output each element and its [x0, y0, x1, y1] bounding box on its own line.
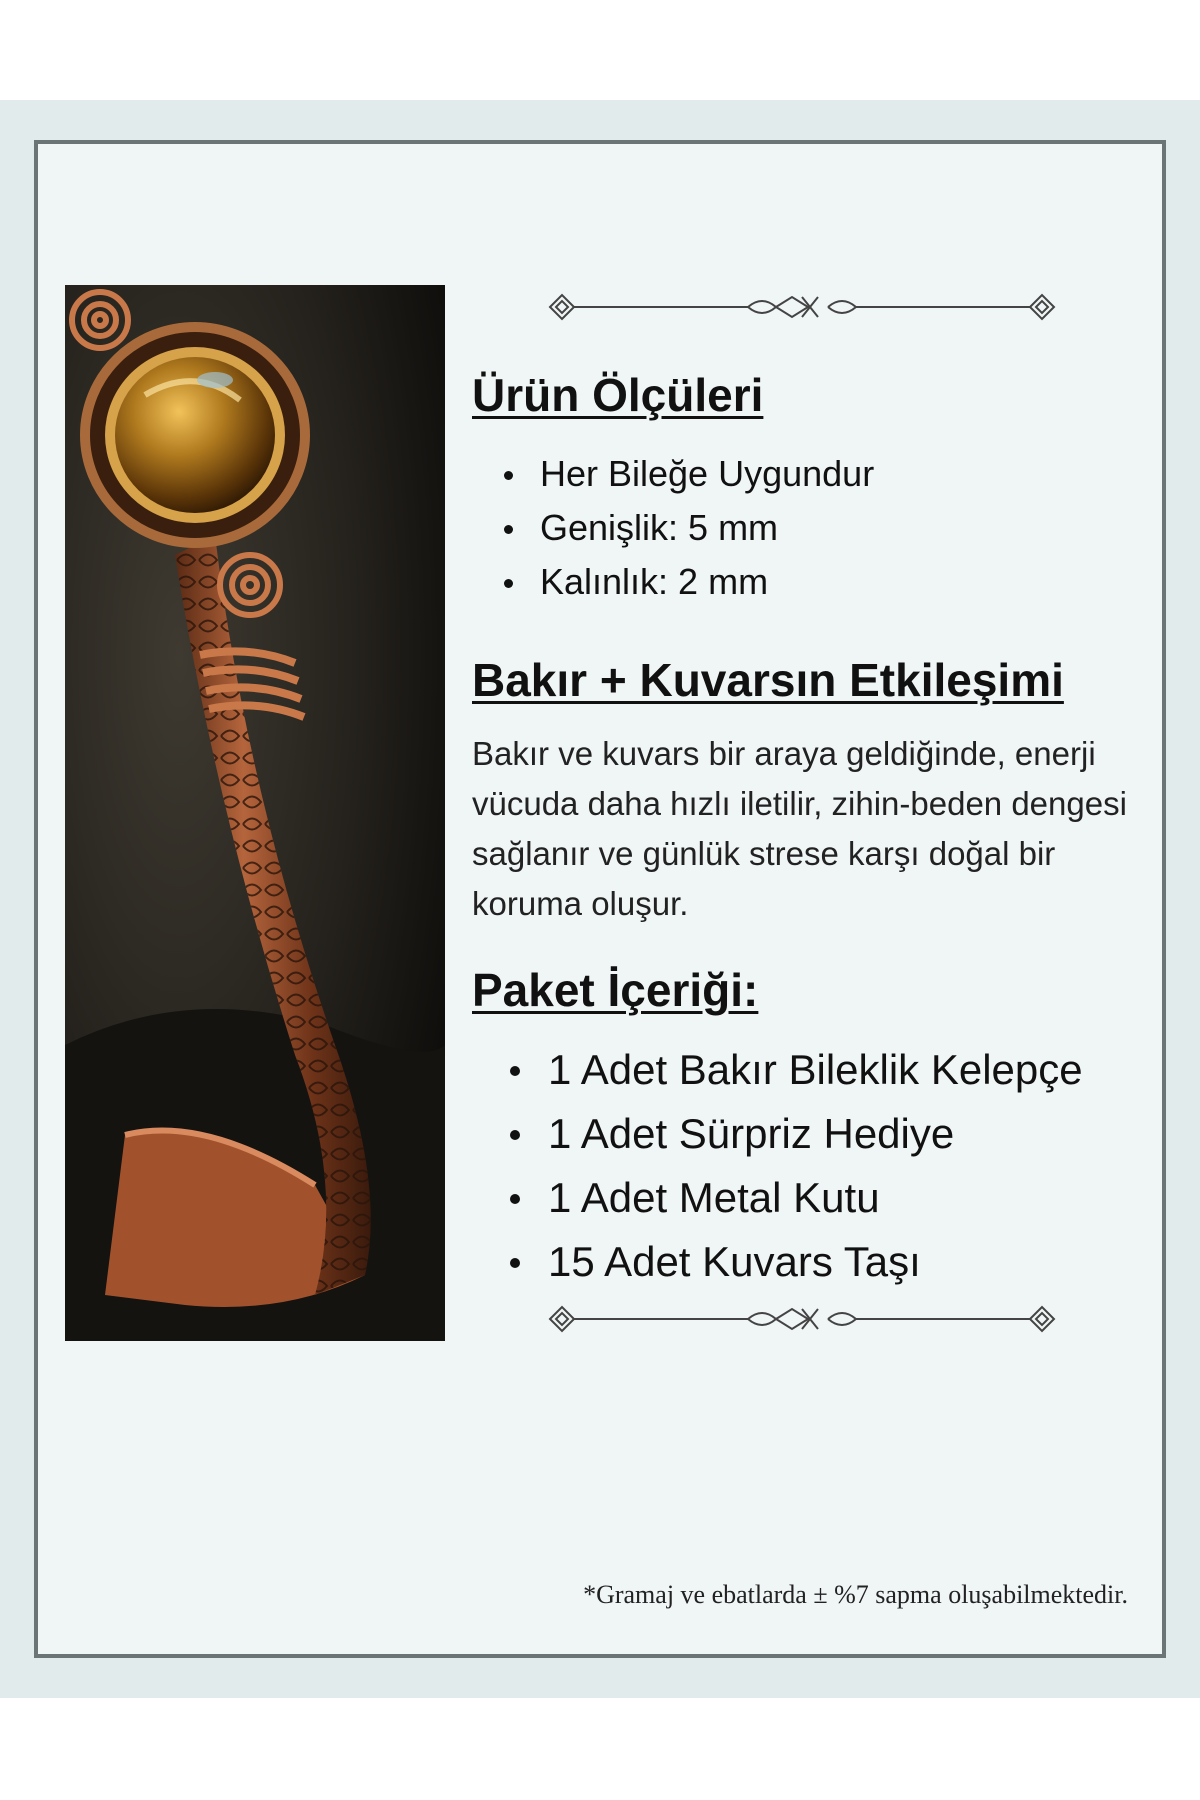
list-item: 1 Adet Sürpriz Hediye	[472, 1102, 1152, 1166]
package-heading: Paket İçeriği:	[472, 964, 759, 1017]
measurements-heading: Ürün Ölçüleri	[472, 369, 764, 421]
measurements-list	[472, 447, 1152, 609]
top-ornament-divider	[548, 285, 1056, 329]
bracelet-illustration	[65, 285, 445, 1341]
ornament-icon	[548, 285, 1056, 329]
bottom-ornament-divider	[548, 1297, 1056, 1341]
list-item: 1 Adet Metal Kutu	[472, 1166, 1152, 1230]
list-item: 1 Adet Bakır Bileklik Kelepçe	[472, 1038, 1152, 1102]
tolerance-footnote: *Gramaj ve ebatlarda ± %7 sapma oluşabilmektedir.	[583, 1580, 1128, 1609]
product-details	[472, 370, 1152, 1294]
package-list	[472, 1038, 1152, 1294]
interaction-heading: Bakır + Kuvarsın Etkileşimi	[472, 653, 1064, 706]
list-item: Kalınlık: 2 mm	[472, 555, 1152, 609]
ornament-icon	[548, 1297, 1056, 1341]
interaction-text: Bakır ve kuvars bir araya geldiğinde, enerji vücuda daha hızlı iletilir, zihin-beden dengesi sağlanır ve günlük strese karşı doğal bir koruma oluşur.	[472, 735, 1127, 923]
list-item: 15 Adet Kuvars Taşı	[472, 1230, 1152, 1294]
product-photo	[65, 285, 445, 1341]
list-item: Genişlik: 5 mm	[472, 501, 1152, 555]
list-item: Her Bileğe Uygundur	[472, 447, 1152, 501]
